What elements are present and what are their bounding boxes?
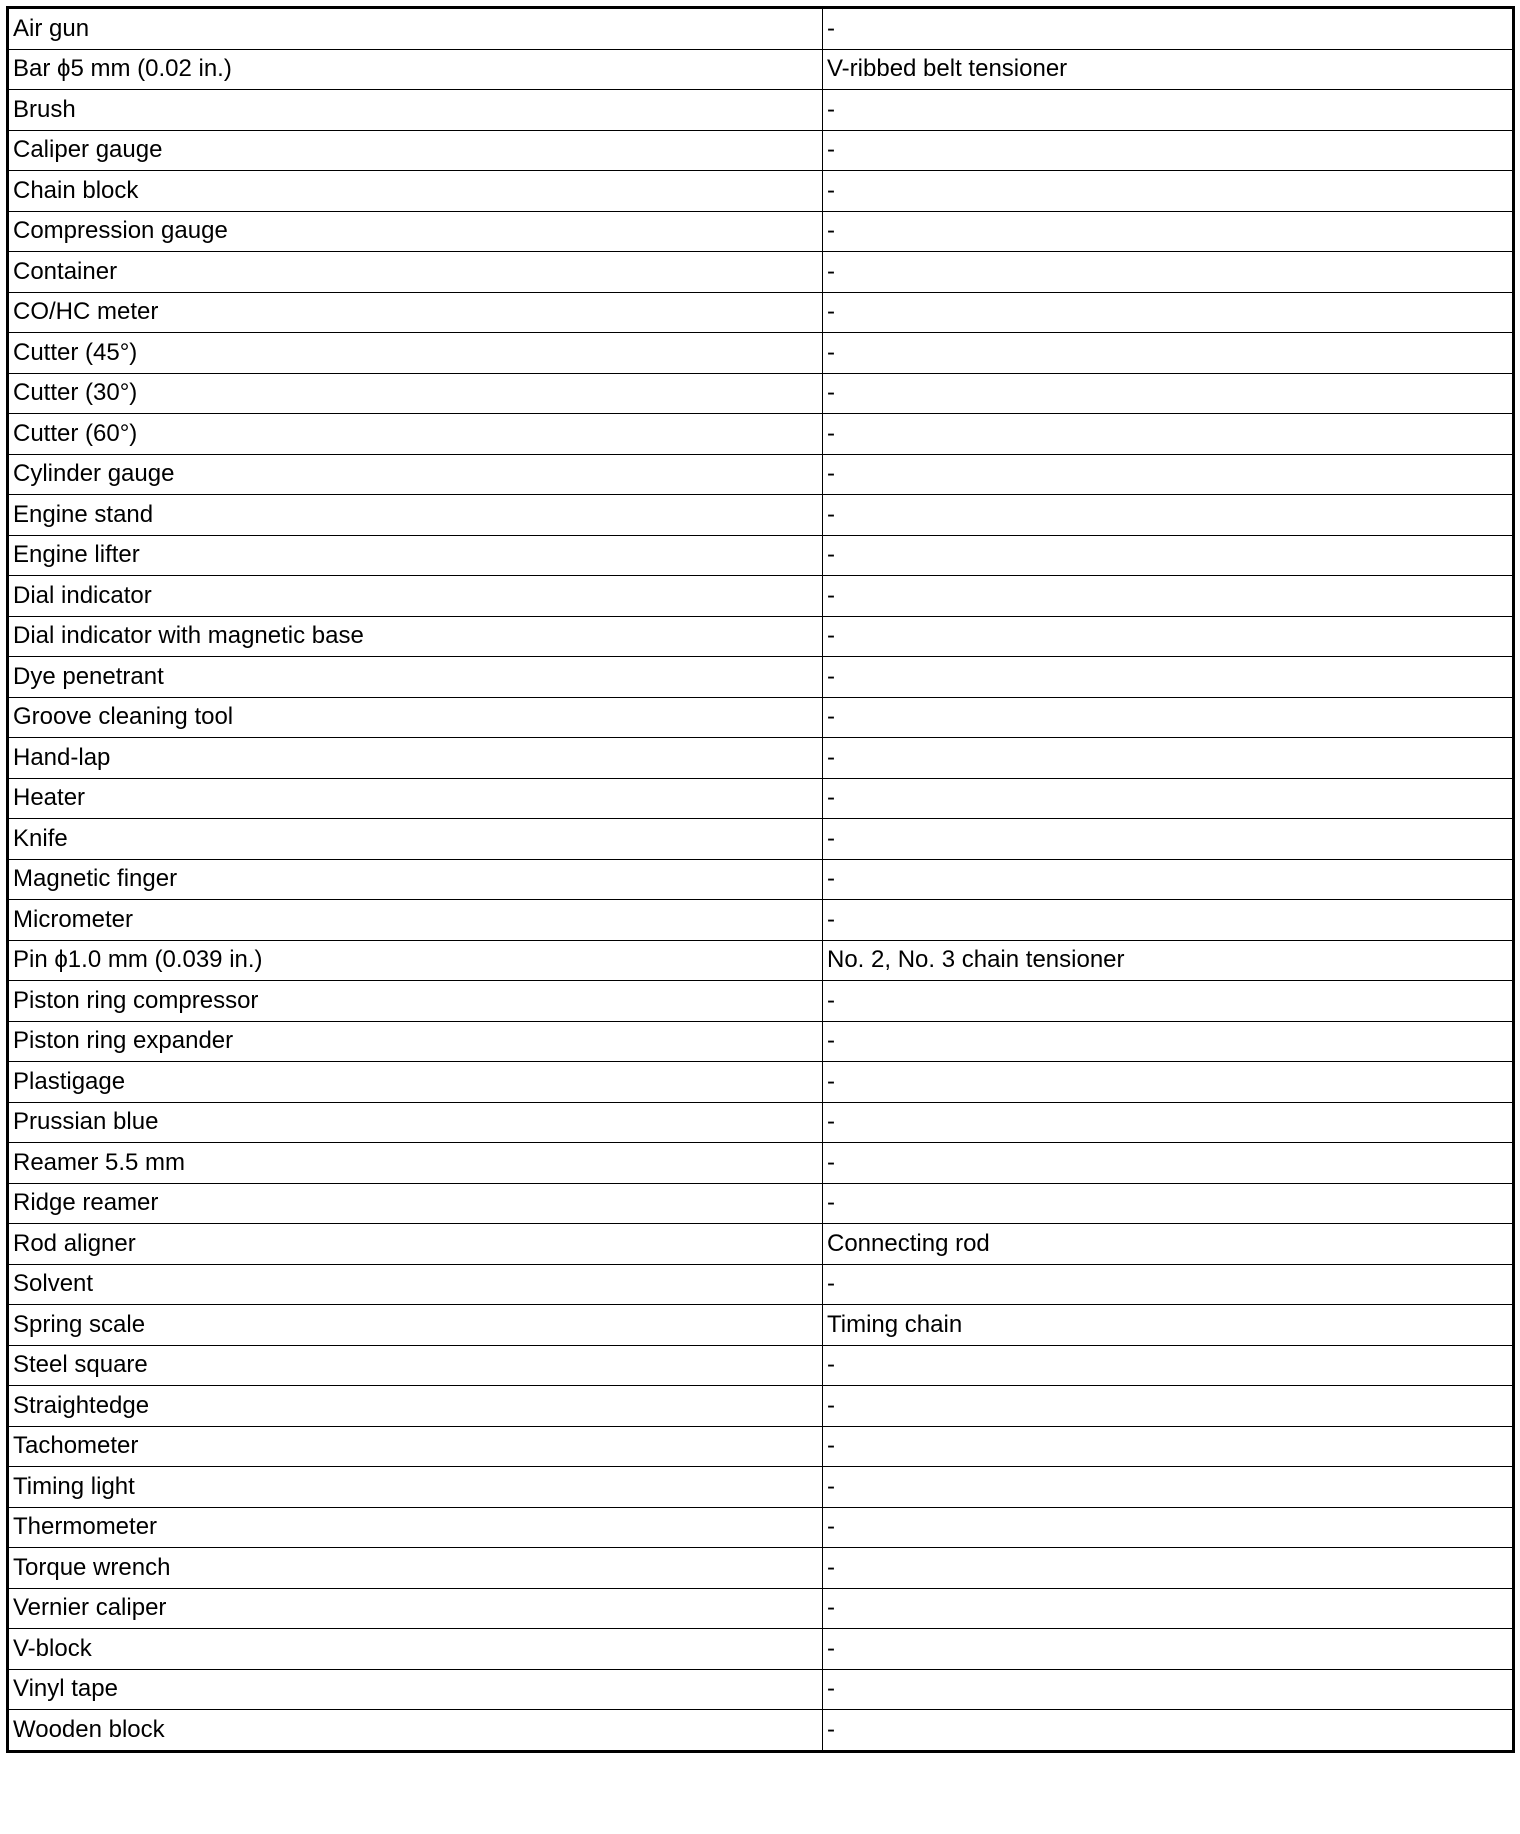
tool-cell: Steel square (8, 1345, 823, 1386)
table-row (8, 1548, 1514, 1589)
part-cell: - (823, 859, 1514, 900)
table-row (8, 1021, 1514, 1062)
tool-cell: Straightedge (8, 1386, 823, 1427)
part-cell: - (823, 1669, 1514, 1710)
table-row (8, 778, 1514, 819)
part-cell: - (823, 1548, 1514, 1589)
table-row (8, 333, 1514, 374)
part-cell: - (823, 576, 1514, 617)
table-row (8, 1143, 1514, 1184)
table-row (8, 1426, 1514, 1467)
tool-cell: Rod aligner (8, 1224, 823, 1265)
part-cell: - (823, 819, 1514, 860)
part-cell: - (823, 1183, 1514, 1224)
tool-cell: Hand-lap (8, 738, 823, 779)
table-row (8, 1629, 1514, 1670)
part-cell: - (823, 981, 1514, 1022)
table-row (8, 1102, 1514, 1143)
table-row (8, 1345, 1514, 1386)
tool-cell: Solvent (8, 1264, 823, 1305)
part-cell: - (823, 535, 1514, 576)
table-row (8, 1305, 1514, 1346)
tool-cell: Spring scale (8, 1305, 823, 1346)
part-cell: - (823, 130, 1514, 171)
table-row (8, 1224, 1514, 1265)
tool-cell: Reamer 5.5 mm (8, 1143, 823, 1184)
tool-cell: Cutter (30°) (8, 373, 823, 414)
tool-cell: V-block (8, 1629, 823, 1670)
tool-cell: Magnetic finger (8, 859, 823, 900)
tool-cell: Vinyl tape (8, 1669, 823, 1710)
table-row (8, 697, 1514, 738)
part-cell: - (823, 697, 1514, 738)
part-cell: - (823, 373, 1514, 414)
tool-cell: Pin ϕ1.0 mm (0.039 in.) (8, 940, 823, 981)
tool-cell: Caliper gauge (8, 130, 823, 171)
table-row (8, 495, 1514, 536)
part-cell: - (823, 90, 1514, 131)
part-cell: Timing chain (823, 1305, 1514, 1346)
tool-cell: Compression gauge (8, 211, 823, 252)
part-cell: - (823, 657, 1514, 698)
tool-cell: Bar ϕ5 mm (0.02 in.) (8, 49, 823, 90)
table-row (8, 981, 1514, 1022)
part-cell: - (823, 1507, 1514, 1548)
part-cell: - (823, 1467, 1514, 1508)
part-cell: - (823, 333, 1514, 374)
table-row (8, 1467, 1514, 1508)
table-row (8, 535, 1514, 576)
part-cell: - (823, 738, 1514, 779)
part-cell: - (823, 1629, 1514, 1670)
tool-cell: Knife (8, 819, 823, 860)
tools-table (6, 6, 1515, 1753)
part-cell: - (823, 900, 1514, 941)
tool-cell: Cutter (60°) (8, 414, 823, 455)
table-row (8, 171, 1514, 212)
part-cell: - (823, 1264, 1514, 1305)
table-row (8, 819, 1514, 860)
part-cell: - (823, 1386, 1514, 1427)
tool-cell: Chain block (8, 171, 823, 212)
part-cell: - (823, 495, 1514, 536)
tool-cell: Thermometer (8, 1507, 823, 1548)
table-row (8, 940, 1514, 981)
table-row (8, 373, 1514, 414)
part-cell: - (823, 1102, 1514, 1143)
table-row (8, 900, 1514, 941)
tool-cell: Plastigage (8, 1062, 823, 1103)
part-cell: - (823, 1143, 1514, 1184)
part-cell: - (823, 454, 1514, 495)
tool-cell: Dye penetrant (8, 657, 823, 698)
table-row (8, 1507, 1514, 1548)
table-row (8, 414, 1514, 455)
tool-cell: Groove cleaning tool (8, 697, 823, 738)
tool-cell: Engine lifter (8, 535, 823, 576)
tool-cell: Piston ring compressor (8, 981, 823, 1022)
table-row (8, 292, 1514, 333)
table-row (8, 211, 1514, 252)
table-row (8, 252, 1514, 293)
tool-cell: Brush (8, 90, 823, 131)
tool-cell: Vernier caliper (8, 1588, 823, 1629)
table-row (8, 8, 1514, 50)
table-row (8, 130, 1514, 171)
tool-cell: Ridge reamer (8, 1183, 823, 1224)
table-row (8, 1386, 1514, 1427)
part-cell: - (823, 1426, 1514, 1467)
tool-cell: Tachometer (8, 1426, 823, 1467)
table-row (8, 1183, 1514, 1224)
tool-cell: Timing light (8, 1467, 823, 1508)
table-row (8, 1062, 1514, 1103)
part-cell: - (823, 1588, 1514, 1629)
tool-cell: Dial indicator with magnetic base (8, 616, 823, 657)
table-row (8, 1588, 1514, 1629)
part-cell: - (823, 211, 1514, 252)
tool-cell: Cylinder gauge (8, 454, 823, 495)
part-cell: - (823, 252, 1514, 293)
part-cell: - (823, 778, 1514, 819)
tool-cell: Wooden block (8, 1710, 823, 1752)
part-cell: - (823, 1345, 1514, 1386)
table-row (8, 1669, 1514, 1710)
part-cell: - (823, 8, 1514, 50)
tool-cell: Dial indicator (8, 576, 823, 617)
tool-cell: Torque wrench (8, 1548, 823, 1589)
table-row (8, 576, 1514, 617)
part-cell: - (823, 171, 1514, 212)
tool-cell: Air gun (8, 8, 823, 50)
part-cell: - (823, 292, 1514, 333)
tool-cell: CO/HC meter (8, 292, 823, 333)
table-row (8, 1710, 1514, 1752)
tool-cell: Cutter (45°) (8, 333, 823, 374)
table-row (8, 859, 1514, 900)
table-row (8, 1264, 1514, 1305)
part-cell: - (823, 1710, 1514, 1752)
tool-cell: Micrometer (8, 900, 823, 941)
table-row (8, 616, 1514, 657)
part-cell: V-ribbed belt tensioner (823, 49, 1514, 90)
part-cell: - (823, 1021, 1514, 1062)
tool-cell: Engine stand (8, 495, 823, 536)
table-row (8, 454, 1514, 495)
tool-cell: Heater (8, 778, 823, 819)
table-row (8, 657, 1514, 698)
table-row (8, 49, 1514, 90)
part-cell: Connecting rod (823, 1224, 1514, 1265)
table-row (8, 738, 1514, 779)
part-cell: - (823, 414, 1514, 455)
part-cell: - (823, 1062, 1514, 1103)
part-cell: - (823, 616, 1514, 657)
tools-table-body (8, 8, 1514, 1752)
tool-cell: Container (8, 252, 823, 293)
tool-cell: Piston ring expander (8, 1021, 823, 1062)
tool-cell: Prussian blue (8, 1102, 823, 1143)
table-row (8, 90, 1514, 131)
part-cell: No. 2, No. 3 chain tensioner (823, 940, 1514, 981)
